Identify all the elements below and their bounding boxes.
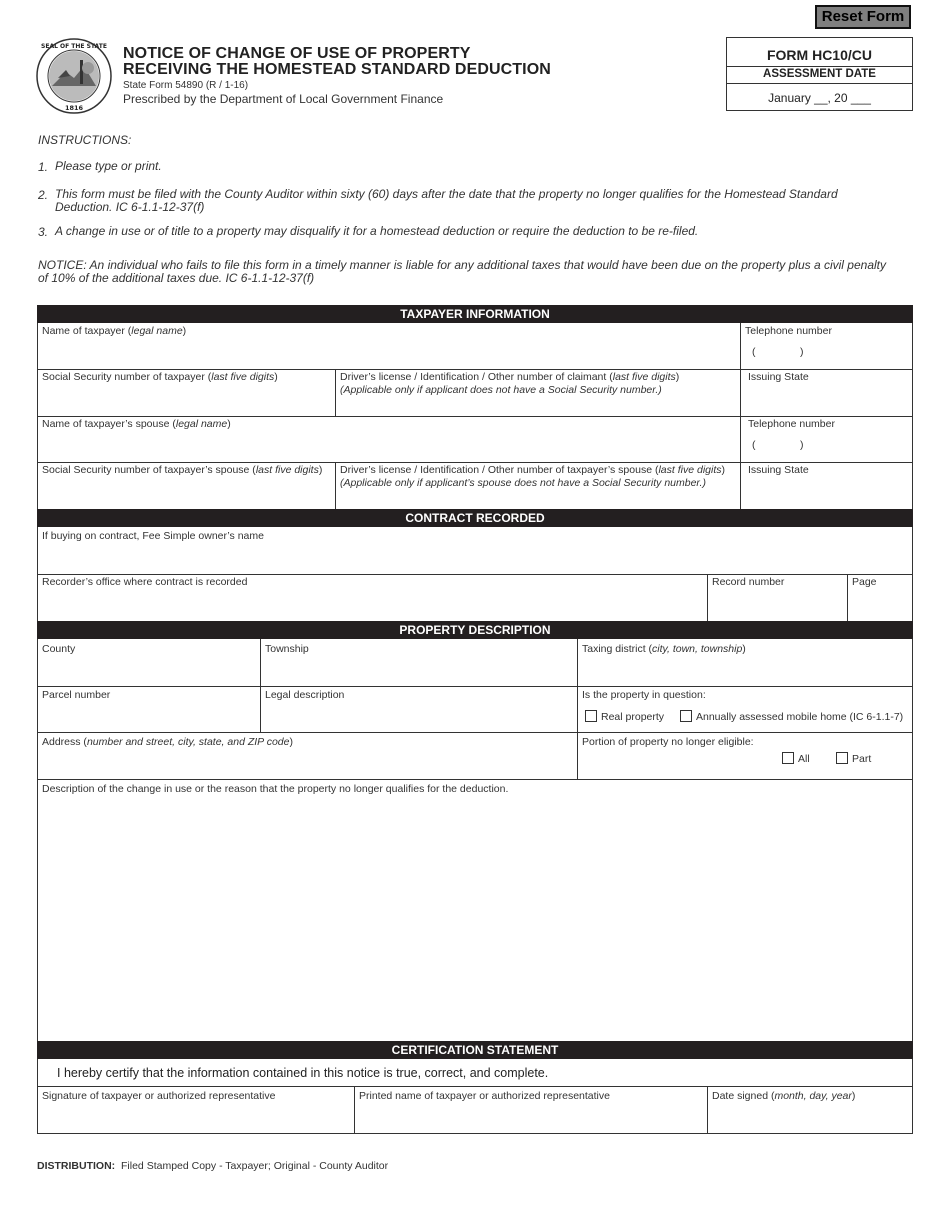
portion-part-checkbox[interactable] — [836, 752, 848, 764]
spouse-telephone-input[interactable] — [760, 435, 910, 459]
property-in-question-label: Is the property in question: — [582, 689, 706, 701]
address-label: Address (number and street, city, state, and ZIP code) — [42, 736, 293, 748]
county-label: County — [42, 643, 76, 655]
recorders-office-input[interactable] — [38, 590, 705, 620]
taxing-district-input[interactable] — [579, 657, 911, 685]
real-property-checkbox[interactable] — [585, 710, 597, 722]
drivers-license-label: Driver’s license / Identification / Other number of claimant (last five digits) — [340, 371, 680, 383]
date-signed-label: Date signed (month, day, year) — [712, 1090, 856, 1102]
spouse-telephone-area-open: ( — [752, 439, 756, 451]
issuing-state-label: Issuing State — [748, 371, 809, 383]
spouse-name-input[interactable] — [38, 432, 738, 461]
spouse-issuing-state-input[interactable] — [742, 479, 910, 508]
address-input[interactable] — [38, 750, 575, 778]
change-description-label: Description of the change in use or the reason that the property no longer qualifies for the deduction. — [42, 783, 509, 795]
page-input[interactable] — [849, 590, 911, 620]
indiana-state-seal-icon — [36, 38, 112, 114]
instruction-1-text: Please type or print. — [55, 159, 162, 173]
taxpayer-information-header: TAXPAYER INFORMATION — [37, 305, 913, 323]
taxpayer-name-input[interactable] — [38, 339, 738, 368]
assessment-date-label: ASSESSMENT DATE — [763, 68, 876, 80]
record-number-label: Record number — [712, 576, 785, 588]
real-property-label: Real property — [601, 711, 665, 723]
portion-all-checkbox[interactable] — [782, 752, 794, 764]
recorders-office-label: Recorder’s office where contract is recorded — [42, 576, 248, 588]
form-title-line2: RECEIVING THE HOMESTEAD STANDARD DEDUCTION — [123, 61, 551, 78]
county-input[interactable] — [38, 657, 258, 685]
spouse-telephone-label: Telephone number — [748, 418, 835, 430]
spouse-drivers-license-label: Driver’s license / Identification / Other number of taxpayer’s spouse (last five digits) — [340, 464, 725, 476]
ssn-label: Social Security number of taxpayer (last five digits) — [42, 371, 278, 383]
mobile-home-label: Annually assessed mobile home (IC 6-1.1-7) — [696, 711, 904, 723]
printed-name-input[interactable] — [356, 1104, 705, 1132]
taxpayer-name-label: Name of taxpayer (legal name) — [42, 325, 187, 337]
township-input[interactable] — [262, 657, 575, 685]
drivers-license-input[interactable] — [337, 398, 737, 415]
prescribed-by: Prescribed by the Department of Local Government Finance — [123, 92, 444, 106]
parcel-number-label: Parcel number — [42, 689, 111, 701]
drivers-license-note: (Applicable only if applicant does not have a Social Security number.) — [340, 384, 662, 396]
telephone-area-close: ) — [800, 346, 804, 358]
change-description-textarea[interactable] — [38, 798, 910, 1040]
telephone-input[interactable] — [760, 342, 910, 366]
portion-all-label: All — [798, 753, 810, 765]
instruction-2-number: 2. — [38, 188, 49, 202]
instruction-2-text: This form must be filed with the County Auditor within sixty (60) days after the date that the property no longer qualifies for the Homestead Standard Deduction. IC 6-1.1-12-37(f) — [55, 187, 838, 214]
spouse-drivers-license-input[interactable] — [337, 491, 737, 508]
form-id-box — [726, 37, 913, 111]
record-number-input[interactable] — [709, 590, 845, 620]
distribution-note: DISTRIBUTION: Filed Stamped Copy - Taxpayer; Original - County Auditor — [37, 1160, 389, 1172]
assessment-date-field[interactable]: January __, 20 ___ — [768, 91, 871, 105]
portion-ineligible-label: Portion of property no longer eligible: — [582, 736, 754, 748]
telephone-area-open: ( — [752, 346, 756, 358]
spouse-issuing-state-label: Issuing State — [748, 464, 809, 476]
taxing-district-label: Taxing district (city, town, township) — [582, 643, 746, 655]
svg-text:SEAL OF THE STATE: SEAL OF THE STATE — [41, 43, 107, 50]
reset-form-button[interactable]: Reset Form — [815, 5, 911, 29]
svg-text:1816: 1816 — [64, 104, 84, 112]
certification-statement-header: CERTIFICATION STATEMENT — [37, 1041, 913, 1059]
instruction-3-number: 3. — [38, 225, 49, 239]
form-title-line1: NOTICE OF CHANGE OF USE OF PROPERTY — [123, 45, 471, 62]
form-id: FORM HC10/CU — [766, 47, 872, 63]
spouse-name-label: Name of taxpayer’s spouse (legal name) — [42, 418, 231, 430]
signature-input[interactable] — [38, 1104, 352, 1132]
legal-description-input[interactable] — [262, 703, 575, 731]
telephone-label: Telephone number — [745, 325, 832, 337]
property-description-header: PROPERTY DESCRIPTION — [37, 621, 913, 639]
printed-name-label: Printed name of taxpayer or authorized representative — [359, 1090, 610, 1102]
fee-simple-owner-label: If buying on contract, Fee Simple owner’s name — [42, 530, 264, 542]
mobile-home-checkbox[interactable] — [680, 710, 692, 722]
spouse-ssn-label: Social Security number of taxpayer’s spouse (last five digits) — [42, 464, 323, 476]
spouse-drivers-license-note: (Applicable only if applicant’s spouse does not have a Social Security number.) — [340, 477, 706, 489]
portion-part-label: Part — [852, 753, 872, 765]
township-label: Township — [265, 643, 309, 655]
fee-simple-owner-input[interactable] — [38, 544, 910, 573]
state-form-number: State Form 54890 (R / 1-16) — [123, 80, 249, 91]
spouse-telephone-area-close: ) — [800, 439, 804, 451]
issuing-state-input[interactable] — [742, 386, 910, 415]
date-signed-input[interactable] — [709, 1104, 911, 1132]
ssn-input[interactable] — [38, 386, 333, 415]
page-label: Page — [852, 576, 877, 588]
contract-recorded-header: CONTRACT RECORDED — [37, 509, 913, 527]
notice-text: NOTICE: An individual who fails to file this form in a timely manner is liable for any additional taxes that would have been due on the property plus a civil penalty of 10% of the additional taxes due. IC 6-1.1-12-37(f) — [38, 258, 886, 285]
certification-statement-text: I hereby certify that the information contained in this notice is true, correct, and complete. — [57, 1066, 549, 1080]
signature-label: Signature of taxpayer or authorized representative — [42, 1090, 276, 1102]
instruction-3-text: A change in use or of title to a property may disqualify it for a homestead deduction or require the deduction to be re-filed. — [55, 224, 699, 238]
parcel-number-input[interactable] — [38, 703, 258, 731]
legal-description-label: Legal description — [265, 689, 345, 701]
instruction-1-number: 1. — [38, 160, 49, 174]
instructions-heading: INSTRUCTIONS: — [38, 133, 132, 147]
spouse-ssn-input[interactable] — [38, 479, 333, 508]
